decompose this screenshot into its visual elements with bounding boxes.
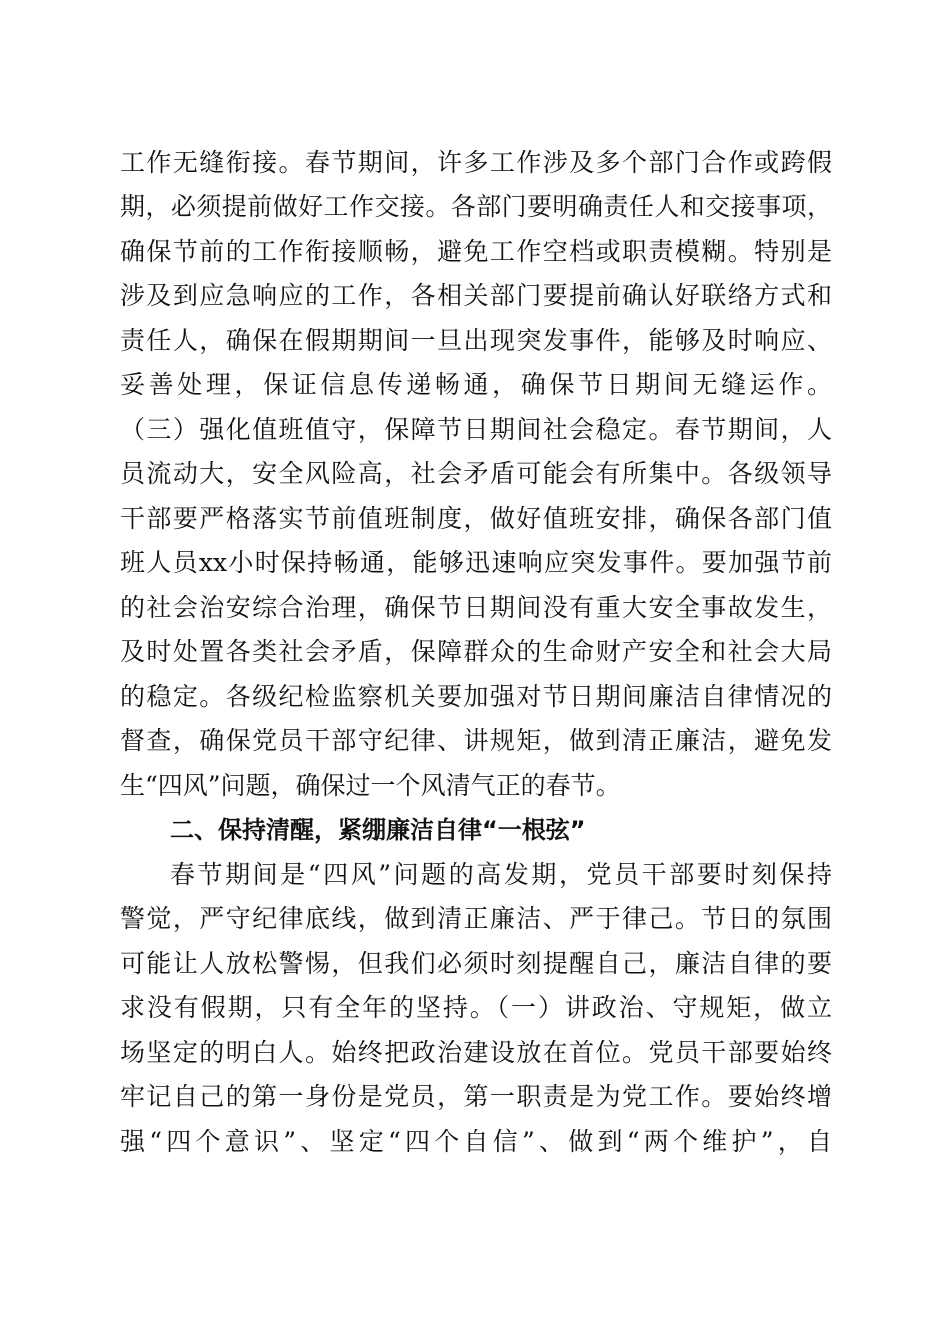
text-line: 生“四风”问题，确保过一个风清气正的春节。 <box>120 771 621 800</box>
text-line: 妥善处理，保证信息传递畅通，确保节日期间无缝运作。 <box>120 370 832 399</box>
text-line: 责任人，确保在假期期间一旦出现突发事件，能够及时响应、 <box>120 326 832 355</box>
section-heading: 二、保持清醒，紧绷廉洁自律“一根弦” <box>170 816 586 844</box>
text-line: 可能让人放松警惕，但我们必须时刻提醒自己，廉洁自律的要 <box>120 949 832 978</box>
text-line: 警觉，严守纪律底线，做到清正廉洁、严于律己。节日的氛围 <box>120 904 832 933</box>
text-line: 工作无缝衔接。春节期间，许多工作涉及多个部门合作或跨假 <box>120 148 832 177</box>
text-line: 的社会治安综合治理，确保节日期间没有重大安全事故发生， <box>120 593 832 622</box>
text-line: 班人员xx小时保持畅通，能够迅速响应突发事件。要加强节前 <box>120 548 832 577</box>
text-line: 及时处置各类社会矛盾，保障群众的生命财产安全和社会大局 <box>120 637 832 666</box>
text-line: 确保节前的工作衔接顺畅，避免工作空档或职责模糊。特别是 <box>120 237 832 266</box>
text-line: 的稳定。各级纪检监察机关要加强对节日期间廉洁自律情况的 <box>120 682 832 711</box>
text-line: 干部要严格落实节前值班制度，做好值班安排，确保各部门值 <box>120 504 832 533</box>
text-line: 涉及到应急响应的工作，各相关部门要提前确认好联络方式和 <box>120 281 832 310</box>
text-line: 场坚定的明白人。始终把政治建设放在首位。党员干部要始终 <box>120 1038 832 1067</box>
text-line: 牢记自己的第一身份是党员，第一职责是为党工作。要始终增 <box>120 1082 832 1111</box>
text-line: 员流动大，安全风险高，社会矛盾可能会有所集中。各级领导 <box>120 459 832 488</box>
text-line: 期，必须提前做好工作交接。各部门要明确责任人和交接事项， <box>120 192 832 221</box>
text-line: 督查，确保党员干部守纪律、讲规矩，做到清正廉洁，避免发 <box>120 726 832 755</box>
text-line: 求没有假期，只有全年的坚持。（一）讲政治、守规矩，做立 <box>120 993 832 1022</box>
text-line: 强“四个意识”、坚定“四个自信”、做到“两个维护”，自 <box>120 1127 832 1156</box>
text-line: （三）强化值班值守，保障节日期间社会稳定。春节期间，人 <box>120 415 832 444</box>
text-line: 春节期间是“四风”问题的高发期，党员干部要时刻保持 <box>170 860 832 889</box>
